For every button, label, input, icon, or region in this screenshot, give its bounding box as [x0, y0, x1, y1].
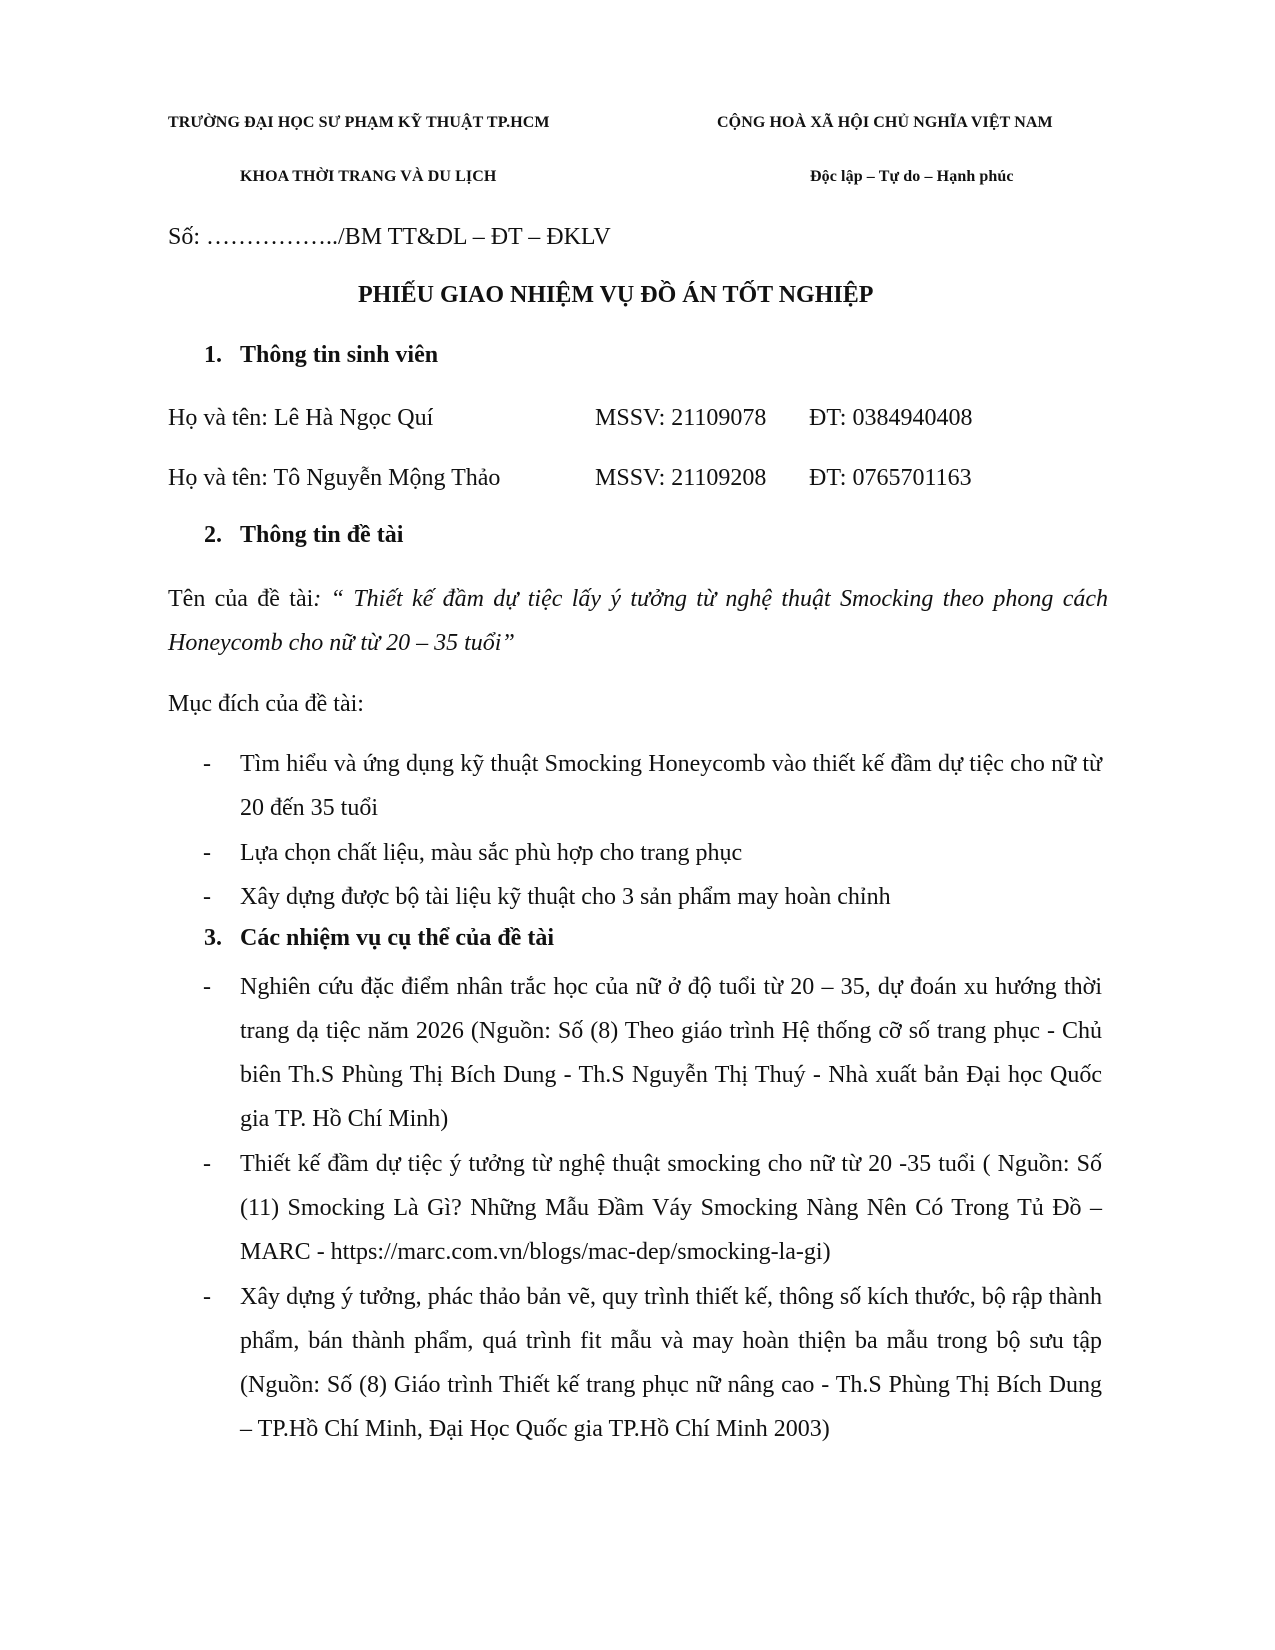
student-2-name: Họ và tên: Tô Nguyễn Mộng Thảo	[168, 465, 501, 491]
section-2-heading: Thông tin đề tài	[240, 522, 404, 548]
purpose-item: Lựa chọn chất liệu, màu sắc phù hợp cho trang phục	[240, 840, 743, 866]
student-1-phone: ĐT: 0384940408	[809, 405, 973, 431]
country-name: CỘNG HOÀ XÃ HỘI CHỦ NGHĨA VIỆT NAM	[717, 114, 1053, 131]
bullet-dash: -	[203, 884, 211, 910]
task-item: Thiết kế đầm dự tiệc ý tưởng từ nghệ thuật smocking cho nữ từ 20 -35 tuổi ( Nguồn: Số (11) Smocking Là Gì? Những Mẫu Đầm Váy Smocking Nàng Nên Có Trong Tủ Đồ – MARC - https://marc.com.vn/blogs/mac-dep/smocking-la-gi)	[240, 1151, 1102, 1265]
bullet-dash: -	[203, 840, 211, 866]
section-2-number: 2.	[204, 522, 222, 548]
section-3-number: 3.	[204, 925, 222, 951]
topic-paragraph	[168, 577, 1108, 665]
bullet-dash: -	[203, 751, 211, 777]
bullet-dash: -	[203, 1151, 211, 1177]
purpose-label: Mục đích của đề tài:	[168, 691, 364, 717]
bullet-dash: -	[203, 974, 211, 1000]
purpose-item: Xây dựng được bộ tài liệu kỹ thuật cho 3 sản phẩm may hoàn chỉnh	[240, 884, 891, 910]
document-title: PHIẾU GIAO NHIỆM VỤ ĐỒ ÁN TỐT NGHIỆP	[358, 282, 874, 308]
topic-title: “ Thiết kế đầm dự tiệc lấy ý tưởng từ nghệ thuật Smocking theo phong cách Honeycomb cho nữ từ 20 – 35 tuổi”	[168, 586, 1108, 656]
student-1-mssv: MSSV: 21109078	[595, 405, 767, 431]
task-item: Nghiên cứu đặc điểm nhân trắc học của nữ ở độ tuổi từ 20 – 35, dự đoán xu hướng thời trang dạ tiệc năm 2026 (Nguồn: Số (8) Theo giáo trình Hệ thống cỡ số trang phục - Chủ biên Th.S Phùng Thị Bích Dung - Th.S Nguyễn Thị Thuý - Nhà xuất bản Đại học Quốc gia TP. Hồ Chí Minh)	[240, 974, 1102, 1132]
section-1-heading: Thông tin sinh viên	[240, 342, 439, 368]
university-name: TRƯỜNG ĐẠI HỌC SƯ PHẠM KỸ THUẬT TP.HCM	[168, 114, 550, 131]
topic-colon: :	[313, 586, 331, 612]
national-motto: Độc lập – Tự do – Hạnh phúc	[810, 168, 1014, 185]
student-2-phone: ĐT: 0765701163	[809, 465, 972, 491]
bullet-dash: -	[203, 1284, 211, 1310]
task-item: Xây dựng ý tưởng, phác thảo bản vẽ, quy trình thiết kế, thông số kích thước, bộ rập thành phẩm, bán thành phẩm, quá trình fit mẫu và may hoàn thiện ba mẫu trong bộ sưu tập (Nguồn: Số (8) Giáo trình Thiết kế trang phục nữ nâng cao - Th.S Phùng Thị Bích Dung – TP.Hồ Chí Minh, Đại Học Quốc gia TP.Hồ Chí Minh 2003)	[240, 1284, 1102, 1442]
student-1-name: Họ và tên: Lê Hà Ngọc Quí	[168, 405, 434, 431]
topic-label: Tên của đề tài	[168, 586, 314, 612]
section-1-number: 1.	[204, 342, 222, 368]
student-2-mssv: MSSV: 21109208	[595, 465, 767, 491]
purpose-item: Tìm hiểu và ứng dụng kỹ thuật Smocking Honeycomb vào thiết kế đầm dự tiệc cho nữ từ 20 đến 35 tuổi	[240, 751, 1102, 821]
section-3-heading: Các nhiệm vụ cụ thể của đề tài	[240, 925, 554, 951]
document-number: Số: ……………../BM TT&DL – ĐT – ĐKLV	[168, 224, 611, 250]
faculty-name: KHOA THỜI TRANG VÀ DU LỊCH	[240, 168, 497, 185]
